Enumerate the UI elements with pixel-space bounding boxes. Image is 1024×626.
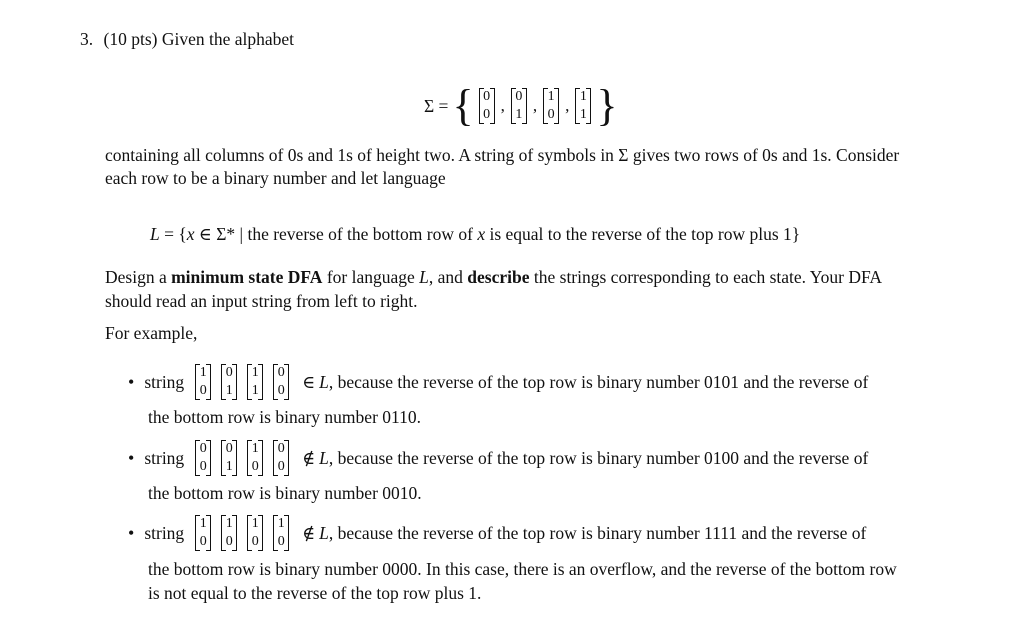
example-line2: the bottom row is binary number 0000. In this case, there is an overflow, and the reverse of the bottom row <box>148 559 897 579</box>
lang-symbol: L <box>419 267 429 287</box>
sigma-vector: 1 1 <box>575 88 591 124</box>
design-text: , and <box>428 267 463 287</box>
eq-open: = { <box>164 224 187 244</box>
example-text: , because the reverse of the top row is binary number 0101 and the reverse of <box>328 372 869 392</box>
lang-symbol: L <box>319 523 329 543</box>
design-line <box>105 266 882 288</box>
var-x: x <box>477 224 486 244</box>
bullet: • <box>128 523 135 543</box>
problem-header <box>80 28 294 50</box>
lang-middle: the reverse of the bottom row of <box>247 224 473 244</box>
relation-symbol: ∈ <box>302 372 316 392</box>
example-item <box>128 511 866 555</box>
sigma-label: Σ = <box>424 96 449 116</box>
example-vector: 1 0 <box>247 440 263 476</box>
right-brace: } <box>596 81 618 130</box>
sigma-definition: Σ = { 0 0 , 0 1 , 1 0 , 1 1 } <box>424 81 618 130</box>
bullet: • <box>128 448 135 468</box>
example-item <box>128 360 868 404</box>
paragraph-line: each row to be a binary number and let language <box>105 168 446 188</box>
example-vector: 1 0 <box>195 515 211 551</box>
example-line3: is not equal to the reverse of the top row plus 1. <box>148 583 482 603</box>
design-bold: minimum state DFA <box>171 267 323 287</box>
lang-symbol: L <box>319 448 329 468</box>
example-vector: 0 0 <box>195 440 211 476</box>
bullet: • <box>128 372 135 392</box>
design-bold: describe <box>467 267 530 287</box>
design-line: should read an input string from left to right. <box>105 291 418 311</box>
problem-header-text: (10 pts) Given the alphabet <box>103 29 295 49</box>
lang-symbol: L <box>319 372 329 392</box>
design-text: the strings corresponding to each state. Your DFA <box>533 267 883 287</box>
lang-symbol: L <box>150 224 160 244</box>
example-vector: 0 1 <box>221 440 237 476</box>
problem-number: 3. <box>80 29 94 49</box>
example-vector: 0 1 <box>221 364 237 400</box>
relation-symbol: ∉ <box>302 523 316 543</box>
example-text: , because the reverse of the top row is binary number 0100 and the reverse of <box>328 448 869 468</box>
example-vector: 1 0 <box>195 364 211 400</box>
example-vector: 1 1 <box>247 364 263 400</box>
example-line2: the bottom row is binary number 0010. <box>148 483 422 503</box>
for-example: For example, <box>105 323 198 343</box>
example-vector: 1 0 <box>273 515 289 551</box>
design-text: Design a <box>105 267 167 287</box>
example-vector: 1 0 <box>221 515 237 551</box>
left-brace: { <box>452 81 474 130</box>
example-vector: 0 0 <box>273 440 289 476</box>
language-definition <box>150 223 800 245</box>
relation-symbol: ∉ <box>302 448 316 468</box>
in-sigma-star: ∈ Σ* | <box>198 224 244 244</box>
lang-tail: is equal to the reverse of the top row plus 1} <box>489 224 801 244</box>
design-text: for language <box>326 267 415 287</box>
example-item <box>128 436 868 480</box>
sigma-vector: 1 0 <box>543 88 559 124</box>
paragraph-line: containing all columns of 0s and 1s of height two. A string of symbols in Σ gives two rows of 0s and 1s. Consider <box>105 145 900 165</box>
sigma-vector: 0 1 <box>511 88 527 124</box>
example-label: string <box>144 372 185 392</box>
example-line2: the bottom row is binary number 0110. <box>148 407 421 427</box>
example-label: string <box>144 523 185 543</box>
example-vector: 1 0 <box>247 515 263 551</box>
example-label: string <box>144 448 185 468</box>
var-x: x <box>186 224 195 244</box>
example-text: , because the reverse of the top row is binary number 1111 and the reverse of <box>328 523 867 543</box>
example-vector: 0 0 <box>273 364 289 400</box>
sigma-vector: 0 0 <box>479 88 495 124</box>
